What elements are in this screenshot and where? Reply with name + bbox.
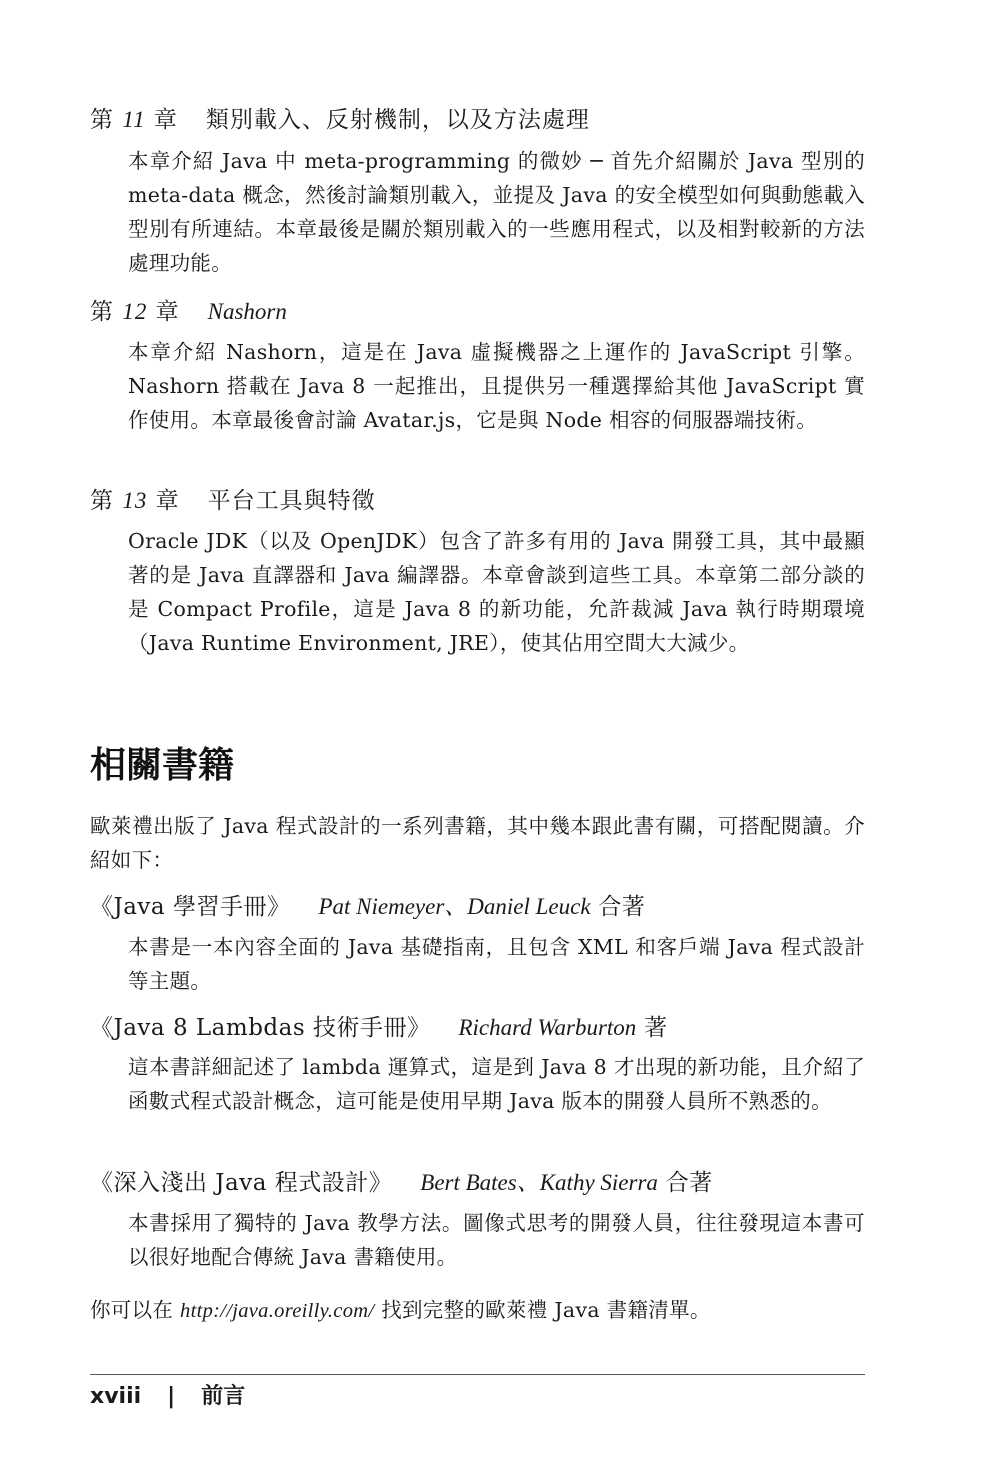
page-number: xviii — [90, 1384, 142, 1409]
chapter-12-heading — [90, 296, 287, 328]
book-title: 《Java 8 Lambdas 技術手冊》 — [90, 1015, 431, 1041]
book-1-description: 本書是一本內容全面的 Java 基礎指南，且包含 XML 和客戶端 Java 程式設計等主題。 — [128, 935, 865, 993]
page-footer — [90, 1382, 245, 1412]
chapter-prefix: 第 — [90, 107, 114, 133]
book-3-heading — [90, 1167, 713, 1199]
book-list-link[interactable]: http://java.oreilly.com/ — [180, 1300, 375, 1322]
chapter-suffix: 章 — [155, 488, 180, 514]
chapter-13-heading — [90, 485, 376, 517]
closing-text-before: 你可以在 — [90, 1298, 174, 1322]
chapter-11-heading — [90, 104, 590, 136]
chapter-number: 13 — [122, 488, 148, 513]
chapter-number: 12 — [122, 299, 148, 324]
closing-text-after: 找到完整的歐萊禮 Java 書籍清單。 — [381, 1298, 711, 1322]
book-authors: Pat Niemeyer、Daniel Leuck — [318, 894, 591, 919]
chapter-suffix: 章 — [155, 299, 180, 325]
book-credit: 著 — [644, 1015, 668, 1041]
book-3-description: 本書採用了獨特的 Java 教學方法。圖像式思考的開發人員，往往發現這本書可以很好地配合傳統 Java 書籍使用。 — [128, 1211, 865, 1269]
section-heading: 相關書籍 — [90, 745, 235, 786]
chapter-11-description: 本章介紹 Java 中 meta-programming 的微妙 ─ 首先介紹關於 Java 型別的 meta-data 概念，然後討論類別載入，並提及 Java 的安全模型如何與動態載入型別有所連結。本章最後是關於類別載入的一些應用程式，以及相對較新的方法處理功能。 — [128, 149, 865, 275]
chapter-prefix: 第 — [90, 299, 114, 325]
book-authors: Richard Warburton — [458, 1015, 637, 1040]
chapter-12-description: 本章介紹 Nashorn，這是在 Java 虛擬機器之上運作的 JavaScript 引擎。Nashorn 搭載在 Java 8 一起推出，且提供另一種選擇給其他 JavaScript 實作使用。本章最後會討論 Avatar.js，它是與 Node 相容的伺服器端技術。 — [128, 340, 865, 432]
book-credit: 合著 — [598, 894, 646, 920]
book-title: 《Java 學習手冊》 — [90, 894, 291, 920]
chapter-prefix: 第 — [90, 488, 114, 514]
book-2-heading — [90, 1012, 668, 1044]
book-1-heading — [90, 891, 645, 923]
book-authors: Bert Bates、Kathy Sierra — [420, 1170, 658, 1195]
closing-paragraph — [90, 1293, 865, 1328]
chapter-title: 類別載入、反射機制，以及方法處理 — [205, 107, 590, 133]
chapter-title: 平台工具與特徵 — [207, 488, 376, 514]
chapter-13-description: Oracle JDK（以及 OpenJDK）包含了許多有用的 Java 開發工具，其中最顯著的是 Java 直譯器和 Java 編譯器。本章會談到這些工具。本章第二部分談的是 Compact Profile，這是 Java 8 的新功能，允許裁減 Java 執行時期環境（Java Runtime Environment, JRE），使其佔用空間大大減少。 — [128, 529, 865, 655]
book-title: 《深入淺出 Java 程式設計》 — [90, 1170, 393, 1196]
section-intro: 歐萊禮出版了 Java 程式設計的一系列書籍，其中幾本跟此書有關，可搭配閱讀。介紹如下： — [90, 814, 865, 872]
footer-separator: | — [167, 1384, 176, 1409]
book-2-description: 這本書詳細記述了 lambda 運算式，這是到 Java 8 才出現的新功能，且介紹了函數式程式設計概念，這可能是使用早期 Java 版本的開發人員所不熟悉的。 — [128, 1055, 865, 1113]
footer-divider — [90, 1374, 865, 1375]
chapter-title: Nashorn — [207, 299, 287, 324]
footer-section-name: 前言 — [201, 1384, 246, 1409]
chapter-suffix: 章 — [153, 107, 178, 133]
chapter-number: 11 — [122, 107, 146, 132]
book-credit: 合著 — [665, 1170, 713, 1196]
